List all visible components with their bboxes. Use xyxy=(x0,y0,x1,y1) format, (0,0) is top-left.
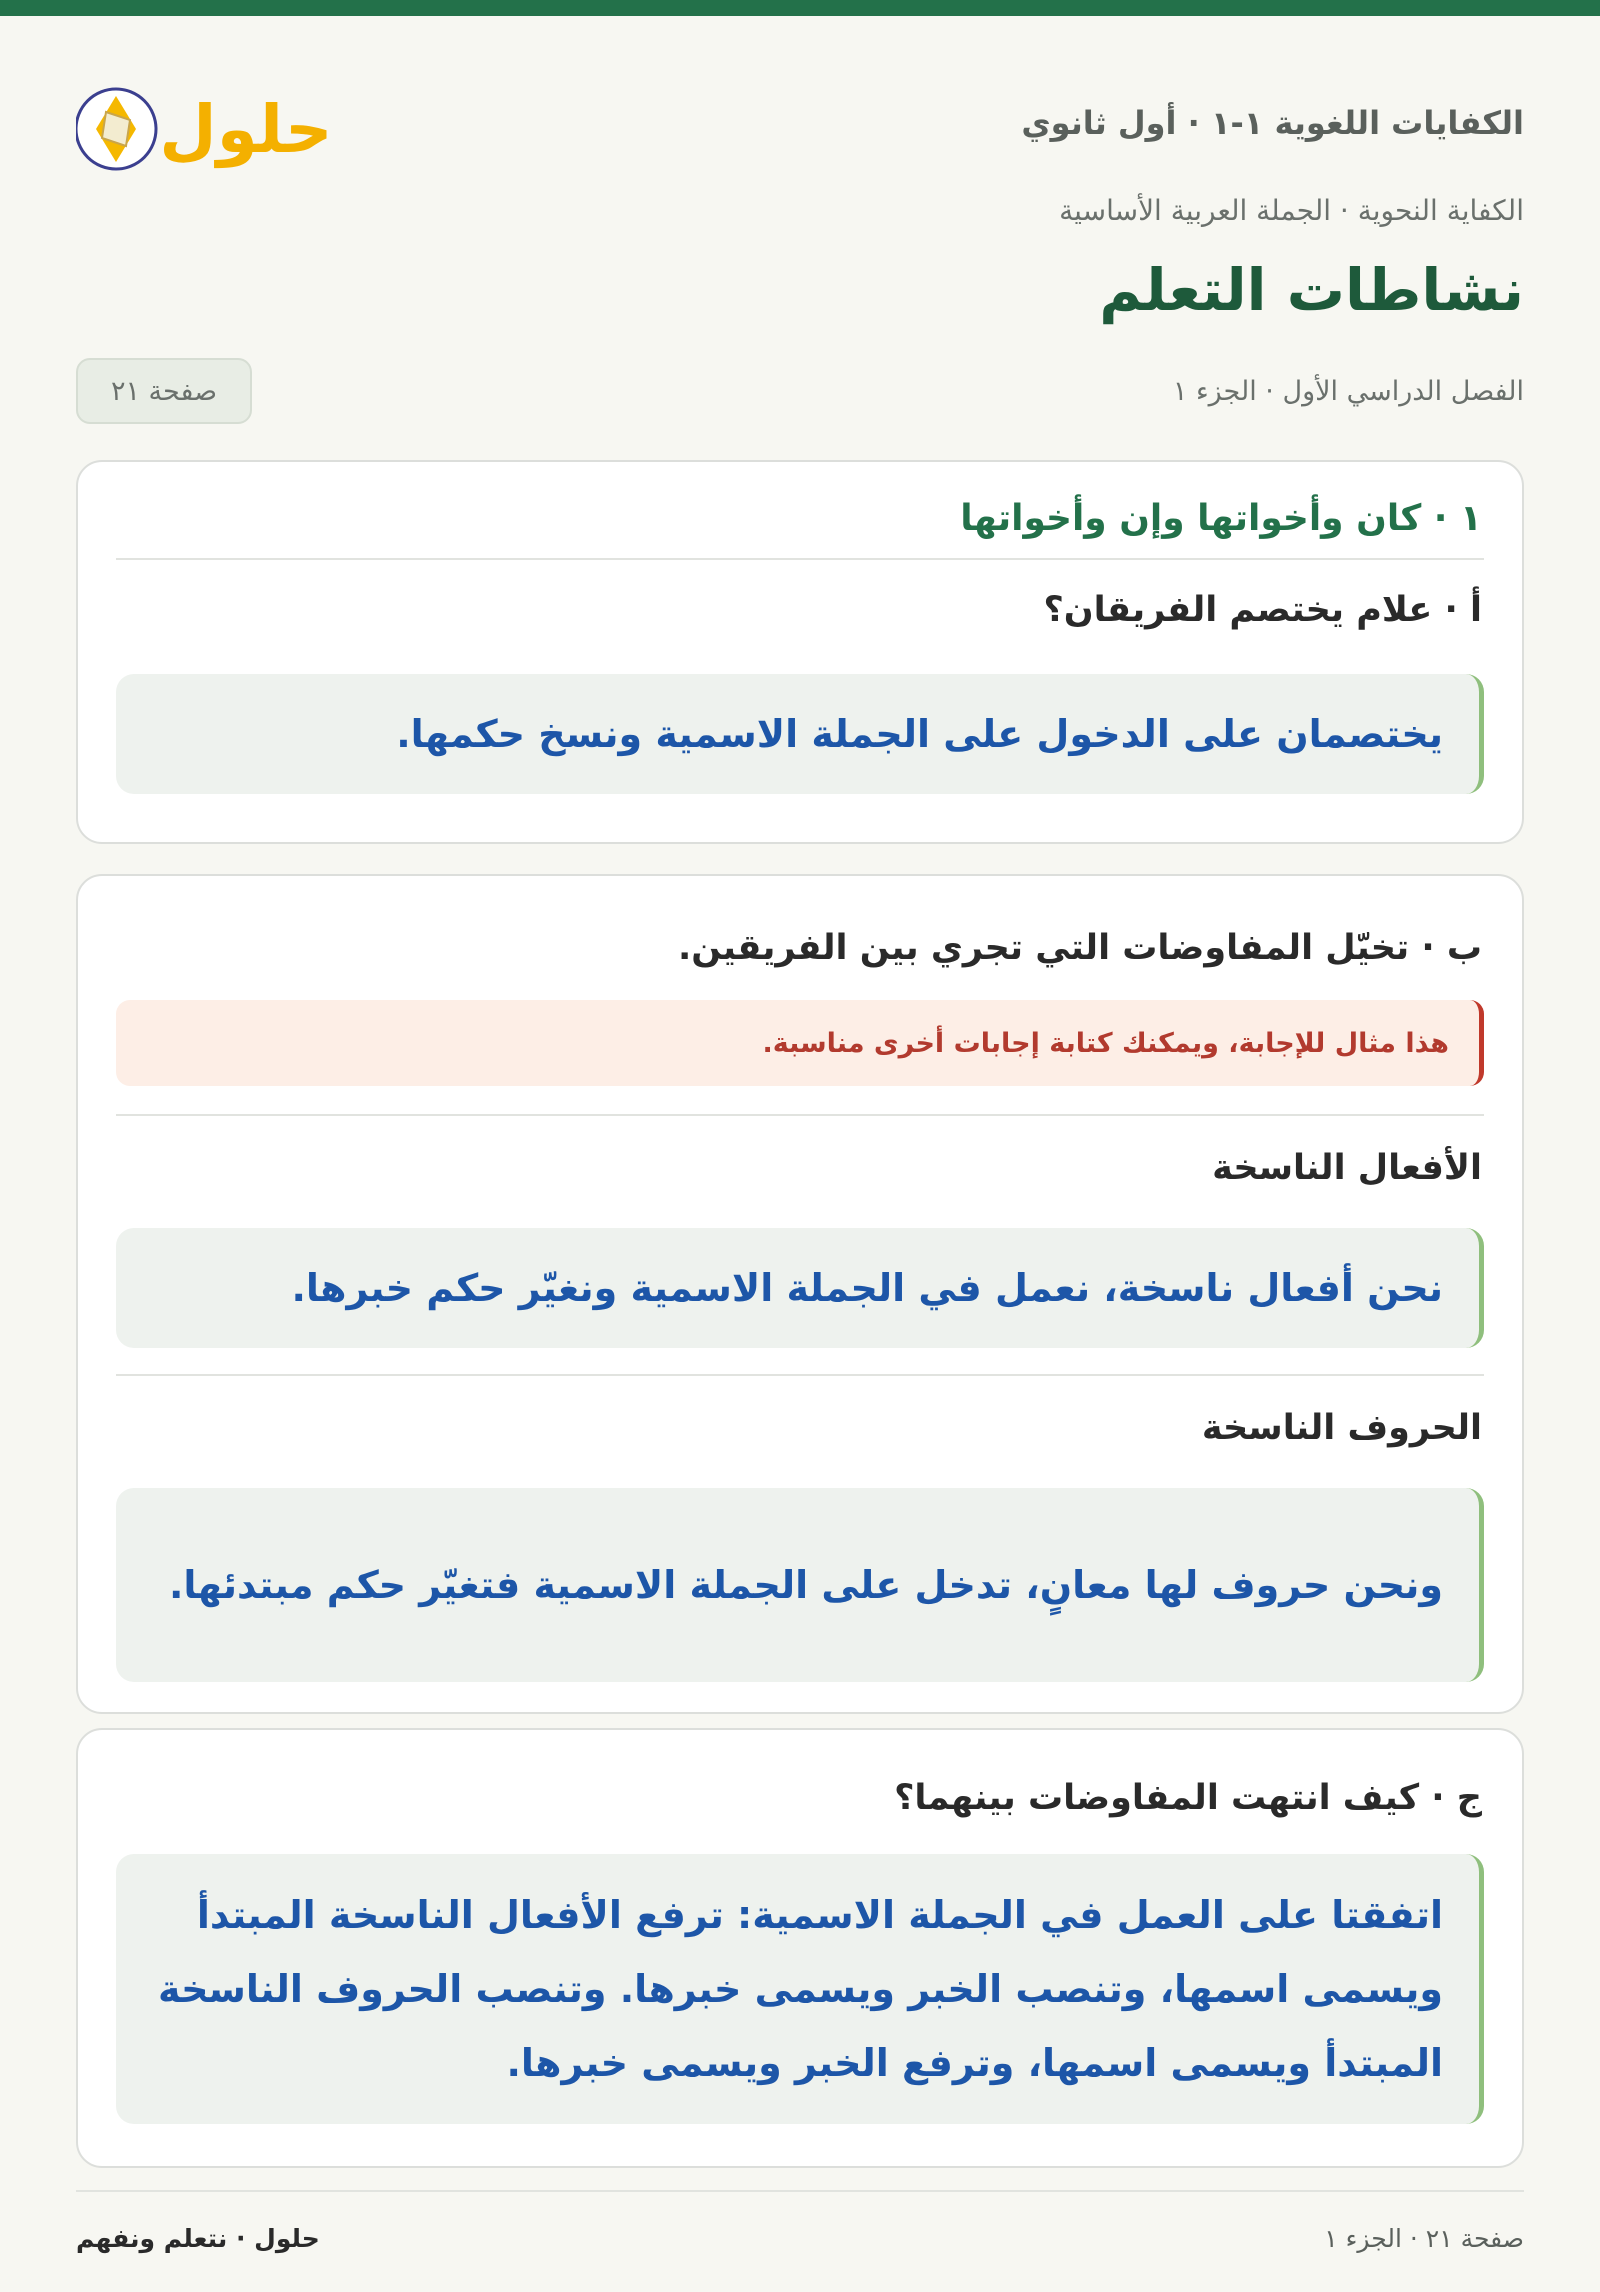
course-title: الكفايات اللغوية ١-١ · أول ثانوي xyxy=(1021,104,1524,142)
hulul-logo xyxy=(76,74,346,184)
page xyxy=(76,16,1524,2292)
question-b: ب · تخيّل المفاوضات التي تجري بين الفريقين. xyxy=(678,928,1482,968)
answer-c: اتفقتا على العمل في الجملة الاسمية: ترفع الأفعال الناسخة المبتدأ ويسمى اسمها، وتنصب الخبر ويسمى خبرها. وتنصب الحروف الناسخة المبتدأ ويسمى اسمها، وترفع الخبر ويسمى خبرها. xyxy=(158,1893,1443,2085)
letters-answer: ونحن حروف لها معانٍ، تدخل على الجملة الاسمية فتغيّر حكم مبتدئها. xyxy=(168,1563,1443,1607)
verbs-answer: نحن أفعال ناسخة، نعمل في الجملة الاسمية ونغيّر حكم خبرها. xyxy=(291,1266,1443,1310)
card-section-2 xyxy=(76,874,1524,1714)
term-label: الفصل الدراسي الأول · الجزء ١ xyxy=(1172,376,1524,407)
top-accent-bar xyxy=(0,0,1600,16)
question-c: ج · كيف انتهت المفاوضات بينهما؟ xyxy=(894,1778,1482,1818)
breadcrumb: الكفاية النحوية · الجملة العربية الأساسية xyxy=(1059,194,1524,227)
answer-box-a xyxy=(116,674,1484,794)
svg-text:حلول: حلول xyxy=(159,91,333,168)
page-title: نشاطات التعلم xyxy=(1099,256,1524,324)
divider xyxy=(116,1374,1484,1376)
letters-label: الحروف الناسخة xyxy=(1201,1408,1482,1448)
verbs-label: الأفعال الناسخة xyxy=(1212,1148,1482,1188)
question-a: أ · علام يختصم الفريقان؟ xyxy=(1043,590,1482,630)
answer-box-letters xyxy=(116,1488,1484,1682)
header xyxy=(76,64,1524,174)
note-box xyxy=(116,1000,1484,1086)
card-section-1 xyxy=(76,460,1524,844)
answer-a: يختصمان على الدخول على الجملة الاسمية ونسخ حكمها. xyxy=(396,712,1443,756)
card-section-3 xyxy=(76,1728,1524,2168)
section-title: ١ · كان وأخواتها وإن وأخواتها xyxy=(960,498,1482,539)
note-text: هذا مثال للإجابة، ويمكنك كتابة إجابات أخرى مناسبة. xyxy=(762,1027,1449,1059)
footer-page-info: صفحة ٢١ · الجزء ١ xyxy=(1324,2224,1524,2253)
divider xyxy=(116,1114,1484,1116)
divider xyxy=(116,558,1484,560)
footer-brand: حلول · نتعلم ونفهم xyxy=(76,2224,320,2253)
answer-box-c xyxy=(116,1854,1484,2124)
answer-box-verbs xyxy=(116,1228,1484,1348)
footer-divider xyxy=(76,2190,1524,2192)
page-number-badge: صفحة ٢١ xyxy=(76,358,252,424)
